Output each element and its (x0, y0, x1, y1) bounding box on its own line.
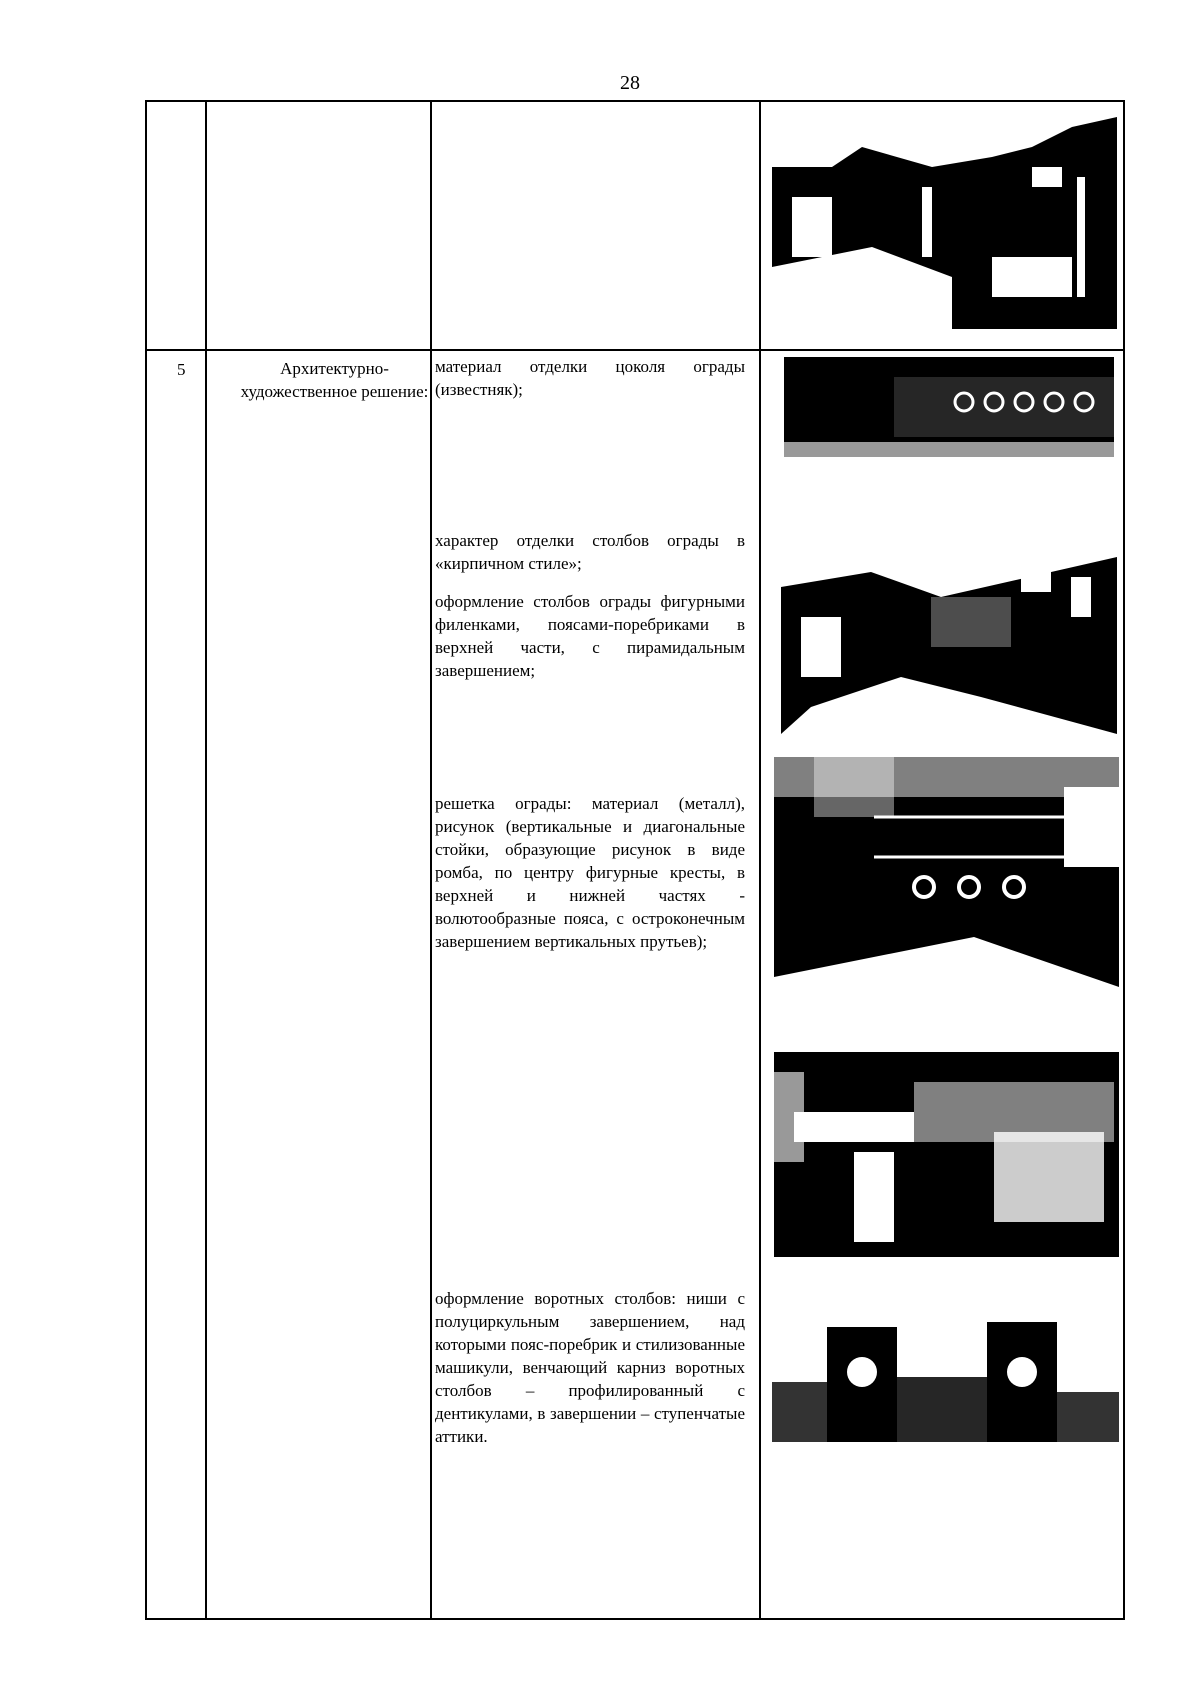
row-divider (147, 349, 1123, 351)
row-number: 5 (177, 360, 186, 379)
column-divider (430, 102, 432, 1618)
description-item: оформление воротных столбов: ниши с полуциркульным завершением, над которыми пояс-поребрик и стилизованные машикули, венчающий карниз воротных столбов – профилированный с дентикулами, в завершении – ступенчатые аттики. (435, 1289, 745, 1446)
fence-gate-pillars-photo (774, 1052, 1119, 1257)
description-item: материал отделки цоколя ограды (известняк); (435, 357, 745, 399)
description-item: оформление столбов ограды фигурными филенками, поясами-поребриками в верхней части, с пирамидальным завершением; (435, 592, 745, 680)
row-title: Архитектурно-художественное решение: (240, 359, 429, 401)
gate-photo (772, 1282, 1119, 1477)
heritage-table (145, 100, 1125, 1620)
building-photo (772, 107, 1117, 329)
fence-plinth-photo (784, 357, 1114, 515)
description-item: характер отделки столбов ограды в «кирпичном стиле»; (435, 531, 745, 573)
column-divider (205, 102, 207, 1618)
fence-pillars-photo (781, 537, 1117, 734)
fence-grating-photo (774, 757, 1119, 1027)
column-divider (759, 102, 761, 1618)
description-item: решетка ограды: материал (металл), рисунок (вертикальные и диагональные стойки, образующие рисунок в виде ромба, по центру фигурные кресты, в верхней и нижней частях - волютообразные пояса, с остроконечным завершением вертикальных прутьев); (435, 794, 745, 951)
page-number: 28 (620, 72, 640, 94)
